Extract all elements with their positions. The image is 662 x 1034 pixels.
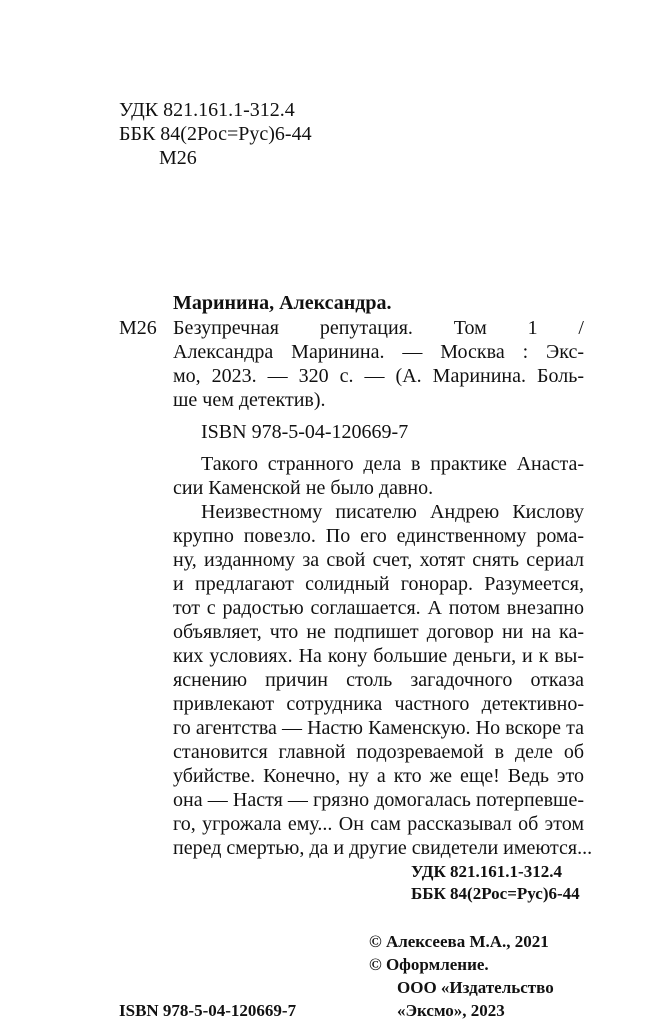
annotation-p2-line-4: и предлагают солидный гонорар. Разумеется, <box>173 573 584 595</box>
bbk-code-bottom: ББК 84(2Рос=Рус)6-44 <box>411 884 580 903</box>
annotation-p2-line-5: тот с радостью соглашается. А потом внезапно <box>173 597 584 619</box>
annotation-p1-line-2: сии Каменской не было давно. <box>173 477 434 499</box>
annotation-p2-line-11: становится главной подозреваемой в деле об <box>173 741 584 763</box>
annotation-p2-line-6: объявляет, что не подпишет договор ни на ка- <box>173 621 584 643</box>
annotation-p2-line-1: Неизвестному писателю Андрею Кислову <box>201 501 584 523</box>
annotation-p2-line-14: го, угрожала ему... Он сам рассказывал об этом <box>173 813 584 835</box>
bbk-code-top: ББК 84(2Рос=Рус)6-44 <box>119 123 312 145</box>
udk-code-bottom: УДК 821.161.1-312.4 <box>411 862 562 881</box>
copyright-publisher-line-2: «Эксмо», 2023 <box>397 1001 505 1020</box>
annotation-p2-line-12: убийстве. Конечно, ну а кто же еще! Ведь это <box>173 765 584 787</box>
description-line-2: Александра Маринина. — Москва : Экс- <box>173 341 584 363</box>
author-mark: М26 <box>119 317 157 339</box>
annotation-p2-line-15: перед смертью, да и другие свидетели имеются... <box>173 837 593 859</box>
annotation-p1-line-1: Такого странного дела в практике Анаста- <box>201 453 584 475</box>
description-line-1: Безупречная репутация. Том 1 / <box>173 317 584 339</box>
annotation-p2-line-13: она — Настя — грязно домогалась потерпевше- <box>173 789 584 811</box>
annotation-p2-line-3: ну, изданному за свой счет, хотят снять сериал <box>173 549 584 571</box>
author-heading: Маринина, Александра. <box>173 292 392 314</box>
annotation-p2-line-9: привлекают сотрудника частного детективно- <box>173 693 584 715</box>
copyright-design: © Оформление. <box>369 955 489 974</box>
copyright-publisher-line-1: ООО «Издательство <box>397 978 554 997</box>
annotation-p2-line-8: яснению причин столь загадочного отказа <box>173 669 584 691</box>
annotation-p2-line-10: го агентства — Настю Каменскую. Но вскоре та <box>173 717 584 739</box>
description-line-4: ше чем детектив). <box>173 389 326 411</box>
udk-code-top: УДК 821.161.1-312.4 <box>119 99 295 121</box>
annotation-p2-line-2: крупно повезло. По его единственному рома- <box>173 525 584 547</box>
isbn-record: ISBN 978-5-04-120669-7 <box>201 421 409 443</box>
annotation-p2-line-7: ких условиях. На кону большие деньги, и к вы- <box>173 645 584 667</box>
author-mark-top: М26 <box>159 147 197 169</box>
isbn-bottom: ISBN 978-5-04-120669-7 <box>119 1001 297 1020</box>
description-line-3: мо, 2023. — 320 с. — (А. Маринина. Боль- <box>173 365 584 387</box>
copyright-author: © Алексеева М.А., 2021 <box>369 932 549 951</box>
